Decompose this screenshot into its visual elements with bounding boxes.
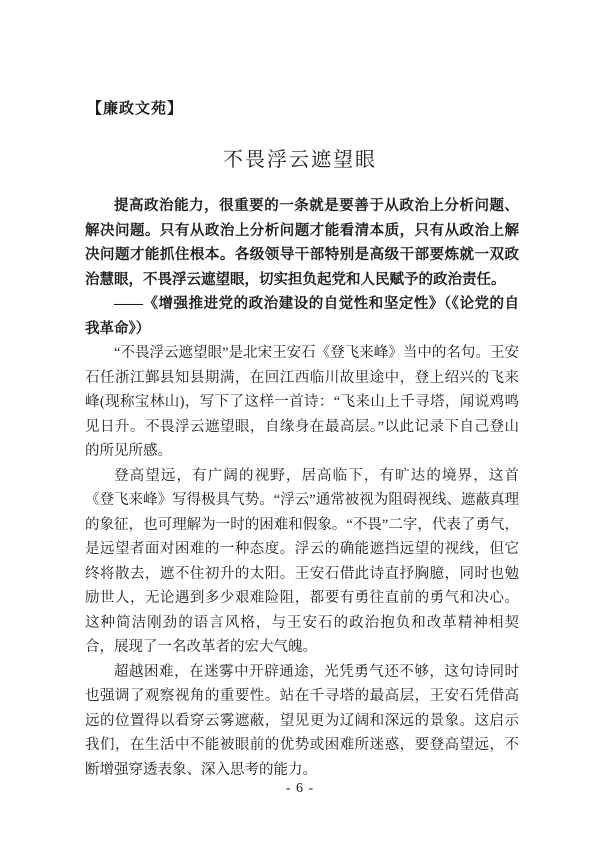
paragraph-quote: 提高政治能力，很重要的一条就是要善于从政治上分析问题、解决问题。只有从政治上分析问题才能看清本质，只有从政治上解决问题才能抓住根本。各级领导干部特别是高级干部要炼就一双政治慧眼，不畏浮云遮望眼，切实担负起党和人民赋予的政治责任。 <box>85 198 519 288</box>
paragraph: 登高望远，有广阔的视野，居高临下，有旷达的境界，这首《登飞来峰》写得极具气势。“浮云”通常被视为阻碍视线、遮蔽真理的象征，也可理解为一时的困难和假象。“不畏”二字，代表了勇气，是远望者面对困难的一种态度。浮云的确能遮挡远望的视线，但它终将散去，遮不住初升的太阳。王安石借此诗直抒胸臆，同时也勉励世人，无论遇到多少艰难险阻，都要有勇往直前的勇气和决心。这种简洁刚劲的语言风格，与王安石的政治抱负和改革精神相契合，展现了一名改革者的宏大气魄。 <box>85 467 519 655</box>
page-title: 不畏浮云遮望眼 <box>223 149 377 171</box>
paragraph: “不畏浮云遮望眼”是北宋王安石《登飞来峰》当中的名句。王安石任浙江鄞县知县期满，在回江西临川故里途中，登上绍兴的飞来峰(现称宝林山)，写下了这样一首诗：“飞来山上千寻塔，闻说鸡鸣见日升。不畏浮云遮望眼，自缘身在最高层。”以此记录下自己登山的所见所感。 <box>85 345 519 459</box>
paragraph: 超越困难，在迷雾中开辟通途，光凭勇气还不够，这句诗同时也强调了观察视角的重要性。站在千寻塔的最高层，王安石凭借高远的位置得以看穿云雾遮蔽，望见更为辽阔和深远的景象。这启示我们，在生活中不能被眼前的优势或困难所迷惑，要登高望远，不断增强穿透表象、深入思考的能力。 <box>85 663 519 778</box>
section-header: 【廉政文苑】 <box>87 101 184 117</box>
paragraph-attribution: ——《增强推进党的政治建设的自觉性和坚定性》（《论党的自我革命》） <box>85 296 519 337</box>
page-number: - 6 - <box>285 781 315 796</box>
document-body <box>85 194 519 782</box>
